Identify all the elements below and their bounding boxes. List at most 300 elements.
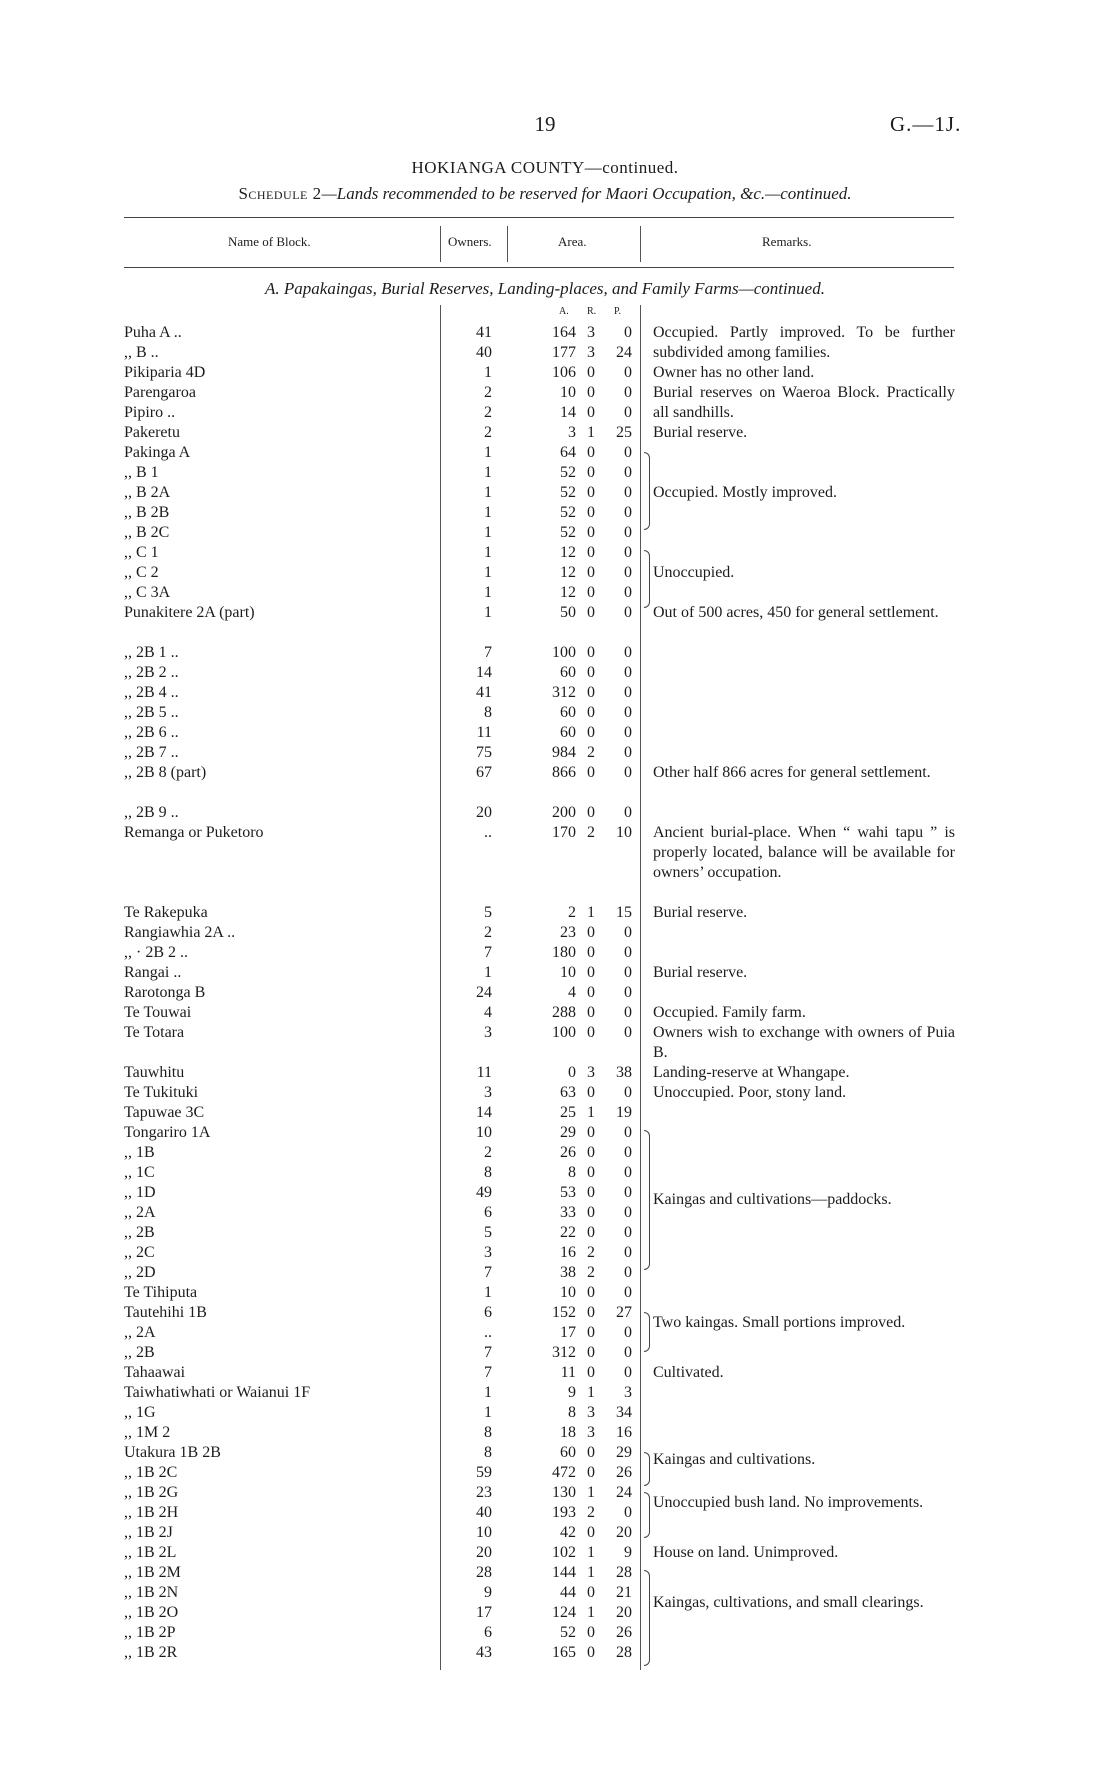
roods-cell: 1 [587,1604,595,1621]
section-title: A. Papakaingas, Burial Reserves, Landing-places, and Family Farms—continued. [265,279,825,298]
owners-cell: 8 [484,1444,492,1461]
owners-cell: 28 [476,1564,492,1581]
remark-text: Cultivated. [653,1364,724,1381]
acres-cell: 60 [560,664,576,681]
owners-cell: .. [484,1324,492,1341]
perches-cell: 0 [624,684,632,701]
perches-cell: 0 [624,464,632,481]
block-name: ,, 2B 7 .. [124,744,179,761]
roods-cell: 2 [587,1264,595,1281]
block-name: ,, B 2B [124,504,170,521]
roods-cell: 0 [587,984,595,1001]
remark-text: Landing-reserve at Whangape. [653,1064,850,1081]
owners-cell: 43 [476,1644,492,1661]
perches-cell: 0 [624,984,632,1001]
roods-cell: 1 [587,1544,595,1561]
roods-cell: 0 [587,1644,595,1661]
block-name: ,, 1G [124,1404,156,1421]
roods-cell: 0 [587,764,595,781]
acres-cell: 44 [560,1584,576,1601]
owners-cell: 1 [484,484,492,501]
remark-text: Burial reserves on Waeroa Block. Practically all sandhills. [653,384,955,421]
acres-cell: 0 [568,1064,576,1081]
remark-text: Kaingas and cultivations. [653,1451,816,1468]
perches-cell: 24 [616,1484,632,1501]
roods-cell: 0 [587,604,595,621]
county-title: HOKIANGA COUNTY—continued. [411,158,679,177]
perches-cell: 0 [624,1244,632,1261]
schedule-label: Schedule 2 [238,184,322,203]
block-name: Rangai .. [124,964,182,981]
acres-cell: 200 [552,804,576,821]
owners-cell: 17 [476,1604,492,1621]
roods-cell: 0 [587,364,595,381]
roods-cell: 0 [587,384,595,401]
block-name: Tapuwae 3C [124,1104,205,1121]
schedule-title [0,184,1090,204]
perches-cell: 28 [616,1564,632,1581]
roods-cell: 0 [587,1584,595,1601]
roods-cell: 3 [587,1404,595,1421]
perches-cell: 0 [624,544,632,561]
block-name: Remanga or Puketoro [124,824,264,841]
owners-cell: 3 [484,1024,492,1041]
acres-cell: 60 [560,704,576,721]
owners-cell: 6 [484,1204,492,1221]
perches-cell: 0 [624,1224,632,1241]
acres-cell: 10 [560,1284,576,1301]
perches-cell: 34 [616,1404,632,1421]
perches-cell: 0 [624,1344,632,1361]
acres-cell: 4 [568,984,576,1001]
owners-cell: 75 [476,744,492,761]
block-name: ,, 1B 2N [124,1584,179,1601]
block-name: Te Touwai [124,1004,192,1021]
acres-cell: 866 [552,764,576,781]
acres-cell: 12 [560,544,576,561]
acres-cell: 312 [552,684,576,701]
perches-cell: 0 [624,384,632,401]
block-name: ,, 2B 8 (part) [124,764,207,781]
area-column-divider [640,305,641,1670]
owners-cell: 6 [484,1624,492,1641]
block-name: ,, 2A [124,1324,156,1341]
owners-cell: 1 [484,964,492,981]
roods-cell: 0 [587,1624,595,1641]
perches-cell: 0 [624,404,632,421]
acres-cell: 100 [552,644,576,661]
owners-cell: 2 [484,404,492,421]
owners-cell: 4 [484,1004,492,1021]
brace [644,1492,650,1538]
roods-cell: 0 [587,1144,595,1161]
block-name: ,, 1C [124,1164,155,1181]
perches-cell: 16 [616,1424,632,1441]
perches-cell: 0 [624,1204,632,1221]
perches-cell: 29 [616,1444,632,1461]
acres-cell: 26 [560,1144,576,1161]
roods-cell: 0 [587,1004,595,1021]
roods-cell: 1 [587,904,595,921]
roods-cell: 0 [587,1464,595,1481]
owners-cell: 1 [484,504,492,521]
perches-cell: 0 [624,964,632,981]
perches-cell: 0 [624,564,632,581]
owners-cell: 1 [484,1404,492,1421]
remark-text: Kaingas and cultivations—paddocks. [653,1191,892,1208]
roods-cell: 0 [587,404,595,421]
block-name: ,, B 2C [124,524,170,541]
block-name: Te Tukituki [124,1084,199,1101]
perches-cell: 0 [624,1284,632,1301]
block-name: ,, 1B 2R [124,1644,178,1661]
acres-cell: 18 [560,1424,576,1441]
perches-cell: 0 [624,664,632,681]
column-header-owners: Owners. [448,234,492,249]
column-header-name: Name of Block. [228,234,311,249]
perches-cell: 0 [624,944,632,961]
acres-cell: 12 [560,584,576,601]
block-name: ,, 2B [124,1224,155,1241]
acres-cell: 52 [560,1624,576,1641]
roods-cell: 1 [587,1484,595,1501]
block-name: Pakeretu [124,424,180,441]
owners-cell: 3 [484,1084,492,1101]
perches-cell: 0 [624,524,632,541]
block-name: Tahaawai [124,1364,186,1381]
acres-cell: 33 [560,1204,576,1221]
acres-cell: 100 [552,1024,576,1041]
roods-cell: 0 [587,644,595,661]
block-name: ,, 2B 4 .. [124,684,179,701]
roods-cell: 1 [587,1104,595,1121]
brace [644,1312,650,1352]
roods-cell: 3 [587,1424,595,1441]
roods-cell: 0 [587,544,595,561]
owners-cell: 5 [484,1224,492,1241]
owners-cell: 2 [484,384,492,401]
block-name: Rangiawhia 2A .. [124,924,236,941]
acres-cell: 38 [560,1264,576,1281]
acres-cell: 12 [560,564,576,581]
page-reference: G.—1J. [890,112,962,136]
acres-cell: 16 [560,1244,576,1261]
roods-cell: 0 [587,1024,595,1041]
perches-cell: 0 [624,1364,632,1381]
block-name: ,, 1M 2 [124,1424,171,1441]
roods-cell: 3 [587,344,595,361]
brace [644,452,650,530]
block-name: ,, B .. [124,344,159,361]
roods-cell: 0 [587,1444,595,1461]
owners-cell: 3 [484,1244,492,1261]
owners-cell: 1 [484,524,492,541]
remark-text: Occupied. Mostly improved. [653,484,837,501]
block-name: ,, 1B 2J [124,1524,173,1541]
acres-cell: 50 [560,604,576,621]
block-name: ,, 2B [124,1344,155,1361]
owners-cell: 8 [484,1164,492,1181]
perches-cell: 3 [624,1384,632,1401]
owners-cell: 1 [484,564,492,581]
roods-cell: 1 [587,424,595,441]
block-name: ,, 2A [124,1204,156,1221]
perches-cell: 0 [624,1264,632,1281]
remark-text: Kaingas, cultivations, and small clearings. [653,1594,924,1611]
roods-cell: 3 [587,1064,595,1081]
roods-cell: 0 [587,444,595,461]
acres-cell: 60 [560,1444,576,1461]
roods-cell: 0 [587,1284,595,1301]
perches-cell: 0 [624,1164,632,1181]
acres-cell: 52 [560,484,576,501]
perches-cell: 0 [624,1084,632,1101]
acres-cell: 130 [552,1484,576,1501]
owners-cell: 7 [484,1364,492,1381]
perches-cell: 0 [624,704,632,721]
owners-cell: 20 [476,1544,492,1561]
acres-cell: 52 [560,504,576,521]
owners-cell: 41 [476,684,492,701]
roods-cell: 0 [587,1164,595,1181]
table-top-rule [124,217,954,218]
acres-cell: 10 [560,384,576,401]
roods-cell: 0 [587,564,595,581]
block-name: ,, 1B [124,1144,155,1161]
perches-cell: 0 [624,724,632,741]
perches-cell: 25 [616,424,632,441]
perches-cell: 0 [624,644,632,661]
roods-cell: 1 [587,1564,595,1581]
owners-cell: 8 [484,1424,492,1441]
owners-cell: 49 [476,1184,492,1201]
perches-cell: 15 [616,904,632,921]
perches-cell: 0 [624,744,632,761]
perches-cell: 0 [624,504,632,521]
block-name: ,, 2D [124,1264,156,1281]
block-name: Pakinga A [124,444,191,461]
roods-cell: 0 [587,1224,595,1241]
acres-cell: 2 [568,904,576,921]
header-divider [440,226,441,262]
remark-text: Burial reserve. [653,424,748,441]
remark-text: Unoccupied. [653,564,735,581]
roods-cell: 0 [587,524,595,541]
remark-text: Unoccupied. Poor, stony land. [653,1084,847,1101]
perches-cell: 26 [616,1624,632,1641]
block-name: ,, 2C [124,1244,155,1261]
perches-cell: 27 [616,1304,632,1321]
owners-cell: 7 [484,644,492,661]
roods-cell: 0 [587,804,595,821]
roods-cell: 2 [587,744,595,761]
acres-cell: 14 [560,404,576,421]
remark-text: Owners wish to exchange with owners of Puia B. [653,1024,955,1061]
owners-cell: 8 [484,704,492,721]
acres-cell: 10 [560,964,576,981]
owners-cell: 9 [484,1584,492,1601]
owners-cell: 11 [476,1064,492,1081]
perches-cell: 9 [624,1544,632,1561]
perches-cell: 0 [624,924,632,941]
acres-cell: 8 [568,1404,576,1421]
remark-text: Occupied. Family farm. [653,1004,806,1021]
perches-cell: 19 [616,1104,632,1121]
roods-cell: 0 [587,704,595,721]
owners-cell: 2 [484,924,492,941]
acres-cell: 63 [560,1084,576,1101]
roods-cell: 0 [587,1344,595,1361]
block-name: ,, 2B 6 .. [124,724,179,741]
brace [644,550,650,608]
owners-cell: 1 [484,1284,492,1301]
acres-cell: 17 [560,1324,576,1341]
block-name: ,, 1B 2H [124,1504,179,1521]
block-name: Taiwhatiwhati or Waianui 1F [124,1384,311,1401]
acres-cell: 144 [552,1564,576,1581]
table-header-rule [124,267,954,268]
owners-cell: 1 [484,1384,492,1401]
owners-cell: 14 [476,1104,492,1121]
remark-text: Out of 500 acres, 450 for general settlement. [653,604,939,621]
acres-cell: 60 [560,724,576,741]
acres-cell: 106 [552,364,576,381]
acres-cell: 11 [560,1364,576,1381]
acres-cell: 312 [552,1344,576,1361]
block-name: ,, 1B 2G [124,1484,179,1501]
perches-cell: 0 [624,1184,632,1201]
owners-cell: 67 [476,764,492,781]
perches-cell: 38 [616,1064,632,1081]
block-name: Punakitere 2A (part) [124,604,255,621]
block-name: ,, 1B 2L [124,1544,177,1561]
unit-perches: P. [614,306,621,317]
owners-cell: 10 [476,1124,492,1141]
block-name: ,, 2B 9 .. [124,804,179,821]
remark-text: Two kaingas. Small portions improved. [653,1314,906,1331]
perches-cell: 0 [624,1504,632,1521]
perches-cell: 0 [624,1144,632,1161]
roods-cell: 0 [587,684,595,701]
roods-cell: 0 [587,484,595,501]
owners-cell: 6 [484,1304,492,1321]
block-name: Tautehihi 1B [124,1304,207,1321]
perches-cell: 0 [624,1024,632,1041]
owners-cell: 1 [484,604,492,621]
owners-cell: 23 [476,1484,492,1501]
perches-cell: 0 [624,584,632,601]
block-name: ,, 1D [124,1184,156,1201]
block-name: ,, C 3A [124,584,171,601]
block-name: ,, 1B 2O [124,1604,179,1621]
roods-cell: 0 [587,1324,595,1341]
column-header-area: Area. [558,234,587,249]
roods-cell: 1 [587,1384,595,1401]
roods-cell: 0 [587,1304,595,1321]
block-name: ,, B 2A [124,484,171,501]
block-name: Parengaroa [124,384,196,401]
block-name: ,, C 1 [124,544,159,561]
acres-cell: 53 [560,1184,576,1201]
acres-cell: 64 [560,444,576,461]
block-name: Te Totara [124,1024,185,1041]
acres-cell: 180 [552,944,576,961]
owners-cell: 41 [476,324,492,341]
unit-roods: R. [587,306,597,317]
owners-cell: 2 [484,1144,492,1161]
perches-cell: 0 [624,804,632,821]
perches-cell: 0 [624,1124,632,1141]
block-name: ,, 2B 2 .. [124,664,179,681]
roods-cell: 0 [587,944,595,961]
acres-cell: 170 [552,824,576,841]
acres-cell: 52 [560,464,576,481]
roods-cell: 0 [587,724,595,741]
block-name: ,, 2B 1 .. [124,644,179,661]
acres-cell: 9 [568,1384,576,1401]
perches-cell: 24 [616,344,632,361]
remark-text: Occupied. Partly improved. To be further subdivided among families. [653,324,955,361]
perches-cell: 0 [624,764,632,781]
block-name: Puha A .. [124,324,182,341]
owners-cell: 10 [476,1524,492,1541]
roods-cell: 0 [587,1124,595,1141]
owners-cell: 7 [484,1344,492,1361]
owners-cell: 1 [484,584,492,601]
roods-cell: 0 [587,1184,595,1201]
block-name: Rarotonga B [124,984,206,1001]
perches-cell: 10 [616,824,632,841]
roods-cell: 3 [587,324,595,341]
perches-cell: 21 [616,1584,632,1601]
remark-text: Owner has no other land. [653,364,815,381]
block-name: ,, 1B 2P [124,1624,176,1641]
roods-cell: 0 [587,584,595,601]
owners-cell: 40 [476,344,492,361]
column-header-remarks: Remarks. [762,234,812,249]
roods-cell: 0 [587,924,595,941]
acres-cell: 193 [552,1504,576,1521]
acres-cell: 288 [552,1004,576,1021]
page-number: 19 [534,112,556,136]
roods-cell: 0 [587,464,595,481]
owners-cell: 7 [484,1264,492,1281]
acres-cell: 52 [560,524,576,541]
block-name: Tauwhitu [124,1064,185,1081]
block-name: Pikiparia 4D [124,364,206,381]
block-name: Te Rakepuka [124,904,208,921]
owners-cell: 1 [484,544,492,561]
brace [644,1570,650,1666]
remark-text: Burial reserve. [653,904,748,921]
perches-cell: 28 [616,1644,632,1661]
acres-cell: 42 [560,1524,576,1541]
remark-text: Ancient burial-place. When “ wahi tapu ” is properly located, balance will be available for owners’ occupation. [653,824,955,881]
owners-cell: 14 [476,664,492,681]
unit-acres: A. [559,306,569,317]
owners-cell: 59 [476,1464,492,1481]
owners-cell: .. [484,824,492,841]
roods-cell: 0 [587,1204,595,1221]
owners-cell: 20 [476,804,492,821]
header-divider [640,226,641,262]
roods-cell: 0 [587,664,595,681]
roods-cell: 2 [587,1244,595,1261]
acres-cell: 29 [560,1124,576,1141]
remark-text: Unoccupied bush land. No improvements. [653,1494,924,1511]
perches-cell: 20 [616,1524,632,1541]
schedule-description: —Lands recommended to be reserved for Maori Occupation, &c.—continued. [321,184,852,203]
